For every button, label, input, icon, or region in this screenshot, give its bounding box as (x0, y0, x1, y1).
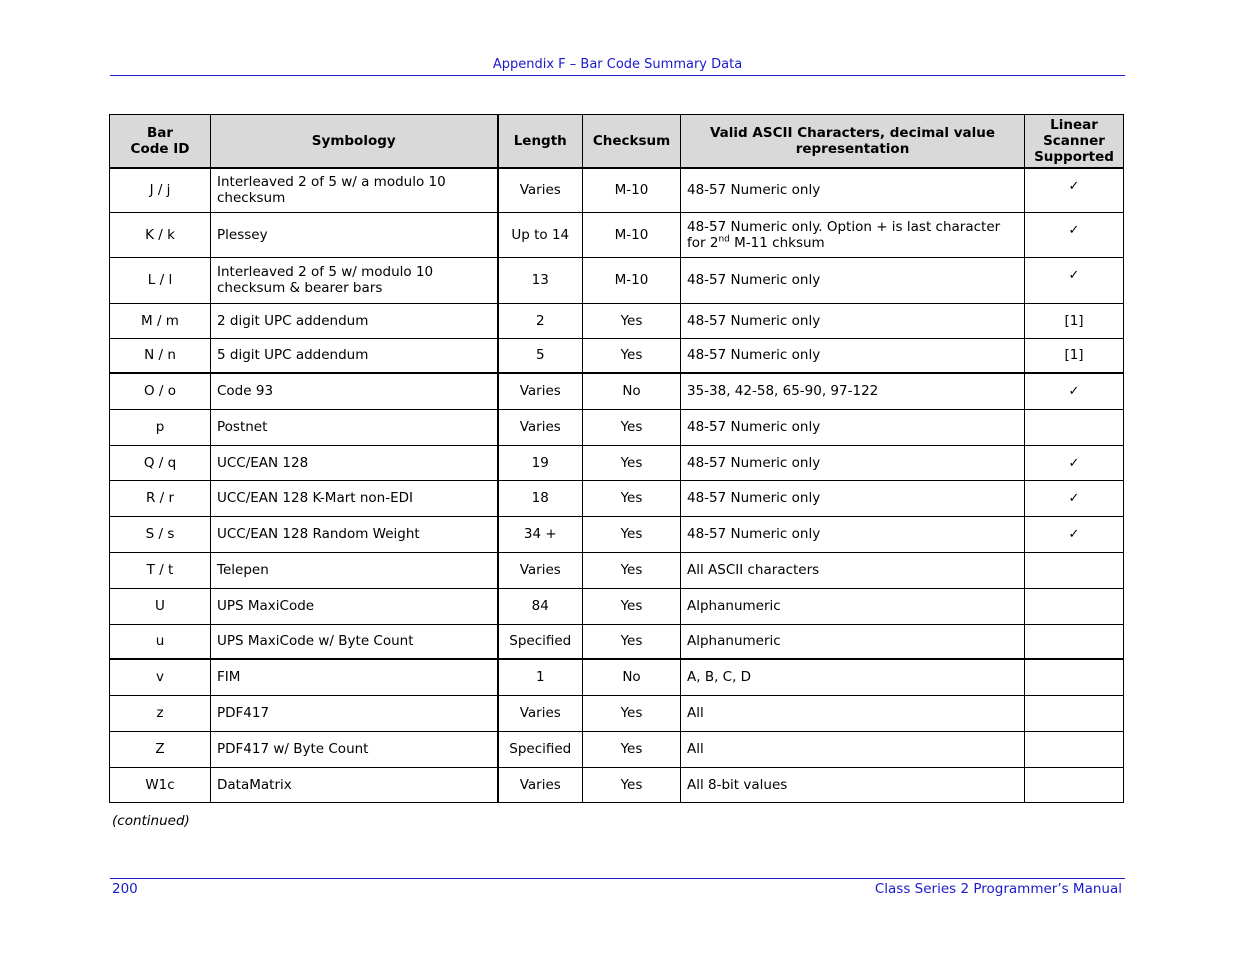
table-header-row (110, 115, 1124, 169)
cell-checksum: Yes (583, 695, 681, 731)
column-header-valid-ascii: Valid ASCII Characters, decimal value representation (681, 115, 1025, 169)
cell-checksum: Yes (583, 767, 681, 802)
page-header-title: Appendix F – Bar Code Summary Data (492, 57, 743, 72)
cell-length: Up to 14 (498, 212, 583, 257)
cell-bar-code-id: Z (110, 731, 211, 767)
table-row (110, 624, 1124, 659)
table-row (110, 552, 1124, 588)
cell-symbology: Interleaved 2 of 5 w/ a modulo 10 checksum (211, 168, 498, 212)
cell-linear-scanner (1025, 659, 1124, 695)
cell-length: 1 (498, 659, 583, 695)
table-row (110, 168, 1124, 212)
cell-checksum: Yes (583, 338, 681, 373)
cell-checksum: No (583, 659, 681, 695)
table-row (110, 767, 1124, 802)
table-row (110, 445, 1124, 480)
column-header-symbology: Symbology (211, 115, 498, 169)
cell-valid-ascii: 48-57 Numeric only (681, 257, 1025, 303)
cell-length: Varies (498, 695, 583, 731)
footer-page-number: 200 (112, 881, 138, 897)
cell-symbology: FIM (211, 659, 498, 695)
table-row (110, 373, 1124, 409)
cell-symbology: Plessey (211, 212, 498, 257)
cell-checksum: Yes (583, 516, 681, 552)
table-row (110, 212, 1124, 257)
column-header-bar-code-id: Bar Code ID (110, 115, 211, 169)
cell-valid-ascii: 48-57 Numeric only (681, 168, 1025, 212)
column-header-checksum: Checksum (583, 115, 681, 169)
cell-linear-scanner (1025, 767, 1124, 802)
cell-valid-ascii: All 8-bit values (681, 767, 1025, 802)
cell-bar-code-id: O / o (110, 373, 211, 409)
cell-bar-code-id: R / r (110, 480, 211, 516)
cell-length: 18 (498, 480, 583, 516)
cell-valid-ascii: Alphanumeric (681, 624, 1025, 659)
cell-linear-scanner: ✓ (1025, 168, 1124, 212)
cell-length: Varies (498, 552, 583, 588)
table-row (110, 588, 1124, 624)
cell-checksum: Yes (583, 445, 681, 480)
cell-length: Specified (498, 624, 583, 659)
table-row (110, 480, 1124, 516)
column-header-length: Length (498, 115, 583, 169)
cell-linear-scanner (1025, 588, 1124, 624)
cell-symbology: Postnet (211, 409, 498, 445)
cell-checksum: M-10 (583, 212, 681, 257)
continued-note: (continued) (112, 813, 190, 829)
cell-bar-code-id: v (110, 659, 211, 695)
cell-bar-code-id: K / k (110, 212, 211, 257)
cell-bar-code-id: p (110, 409, 211, 445)
cell-symbology: Code 93 (211, 373, 498, 409)
cell-bar-code-id: T / t (110, 552, 211, 588)
cell-checksum: M-10 (583, 168, 681, 212)
table-row (110, 516, 1124, 552)
cell-valid-ascii: 48-57 Numeric only (681, 409, 1025, 445)
cell-valid-ascii: 35-38, 42-58, 65-90, 97-122 (681, 373, 1025, 409)
cell-valid-ascii: 48-57 Numeric only (681, 516, 1025, 552)
cell-length: 34 + (498, 516, 583, 552)
cell-valid-ascii: 48-57 Numeric only (681, 338, 1025, 373)
cell-linear-scanner: [1] (1025, 338, 1124, 373)
cell-bar-code-id: z (110, 695, 211, 731)
cell-valid-ascii: 48-57 Numeric only (681, 480, 1025, 516)
cell-length: Varies (498, 168, 583, 212)
cell-checksum: M-10 (583, 257, 681, 303)
cell-checksum: Yes (583, 588, 681, 624)
cell-symbology: UCC/EAN 128 K-Mart non-EDI (211, 480, 498, 516)
cell-checksum: Yes (583, 731, 681, 767)
cell-symbology: PDF417 w/ Byte Count (211, 731, 498, 767)
cell-symbology: UPS MaxiCode (211, 588, 498, 624)
table-row (110, 409, 1124, 445)
cell-bar-code-id: u (110, 624, 211, 659)
cell-linear-scanner (1025, 695, 1124, 731)
cell-symbology: DataMatrix (211, 767, 498, 802)
cell-bar-code-id: Q / q (110, 445, 211, 480)
cell-length: 19 (498, 445, 583, 480)
cell-symbology: 2 digit UPC addendum (211, 303, 498, 338)
cell-linear-scanner: ✓ (1025, 257, 1124, 303)
cell-length: Specified (498, 731, 583, 767)
cell-valid-ascii: A, B, C, D (681, 659, 1025, 695)
cell-bar-code-id: U (110, 588, 211, 624)
cell-linear-scanner (1025, 409, 1124, 445)
table-row (110, 303, 1124, 338)
table-row (110, 695, 1124, 731)
cell-length: Varies (498, 373, 583, 409)
cell-valid-ascii: All (681, 695, 1025, 731)
cell-symbology: PDF417 (211, 695, 498, 731)
cell-bar-code-id: J / j (110, 168, 211, 212)
cell-linear-scanner: [1] (1025, 303, 1124, 338)
cell-valid-ascii: 48-57 Numeric only (681, 303, 1025, 338)
cell-bar-code-id: L / l (110, 257, 211, 303)
cell-length: Varies (498, 767, 583, 802)
cell-symbology: Telepen (211, 552, 498, 588)
cell-linear-scanner (1025, 552, 1124, 588)
table-body (110, 168, 1124, 802)
cell-valid-ascii: All (681, 731, 1025, 767)
table-row (110, 338, 1124, 373)
footer-manual-title: Class Series 2 Programmer’s Manual (874, 881, 1122, 897)
cell-length: Varies (498, 409, 583, 445)
cell-length: 2 (498, 303, 583, 338)
cell-length: 13 (498, 257, 583, 303)
cell-bar-code-id: M / m (110, 303, 211, 338)
cell-linear-scanner: ✓ (1025, 373, 1124, 409)
cell-linear-scanner: ✓ (1025, 212, 1124, 257)
cell-checksum: Yes (583, 480, 681, 516)
cell-linear-scanner (1025, 731, 1124, 767)
cell-checksum: Yes (583, 303, 681, 338)
cell-checksum: Yes (583, 624, 681, 659)
cell-symbology: UCC/EAN 128 (211, 445, 498, 480)
cell-length: 84 (498, 588, 583, 624)
cell-checksum: Yes (583, 552, 681, 588)
cell-checksum: Yes (583, 409, 681, 445)
cell-linear-scanner: ✓ (1025, 516, 1124, 552)
table-row (110, 257, 1124, 303)
cell-valid-ascii: 48-57 Numeric only (681, 445, 1025, 480)
header-rule (110, 75, 1125, 76)
cell-symbology: Interleaved 2 of 5 w/ modulo 10 checksum & bearer bars (211, 257, 498, 303)
cell-symbology: 5 digit UPC addendum (211, 338, 498, 373)
cell-symbology: UPS MaxiCode w/ Byte Count (211, 624, 498, 659)
footer-rule (110, 878, 1125, 879)
cell-symbology: UCC/EAN 128 Random Weight (211, 516, 498, 552)
cell-linear-scanner: ✓ (1025, 480, 1124, 516)
cell-linear-scanner (1025, 624, 1124, 659)
cell-linear-scanner: ✓ (1025, 445, 1124, 480)
table-row (110, 659, 1124, 695)
cell-bar-code-id: W1c (110, 767, 211, 802)
column-header-linear-scanner: Linear Scanner Supported (1025, 115, 1124, 169)
bar-code-summary-table (109, 114, 1124, 803)
cell-bar-code-id: S / s (110, 516, 211, 552)
table-row (110, 731, 1124, 767)
cell-bar-code-id: N / n (110, 338, 211, 373)
cell-valid-ascii: 48-57 Numeric only. Option + is last character for 2nd M-11 chksum (681, 212, 1025, 257)
cell-valid-ascii: Alphanumeric (681, 588, 1025, 624)
cell-length: 5 (498, 338, 583, 373)
cell-valid-ascii: All ASCII characters (681, 552, 1025, 588)
cell-checksum: No (583, 373, 681, 409)
